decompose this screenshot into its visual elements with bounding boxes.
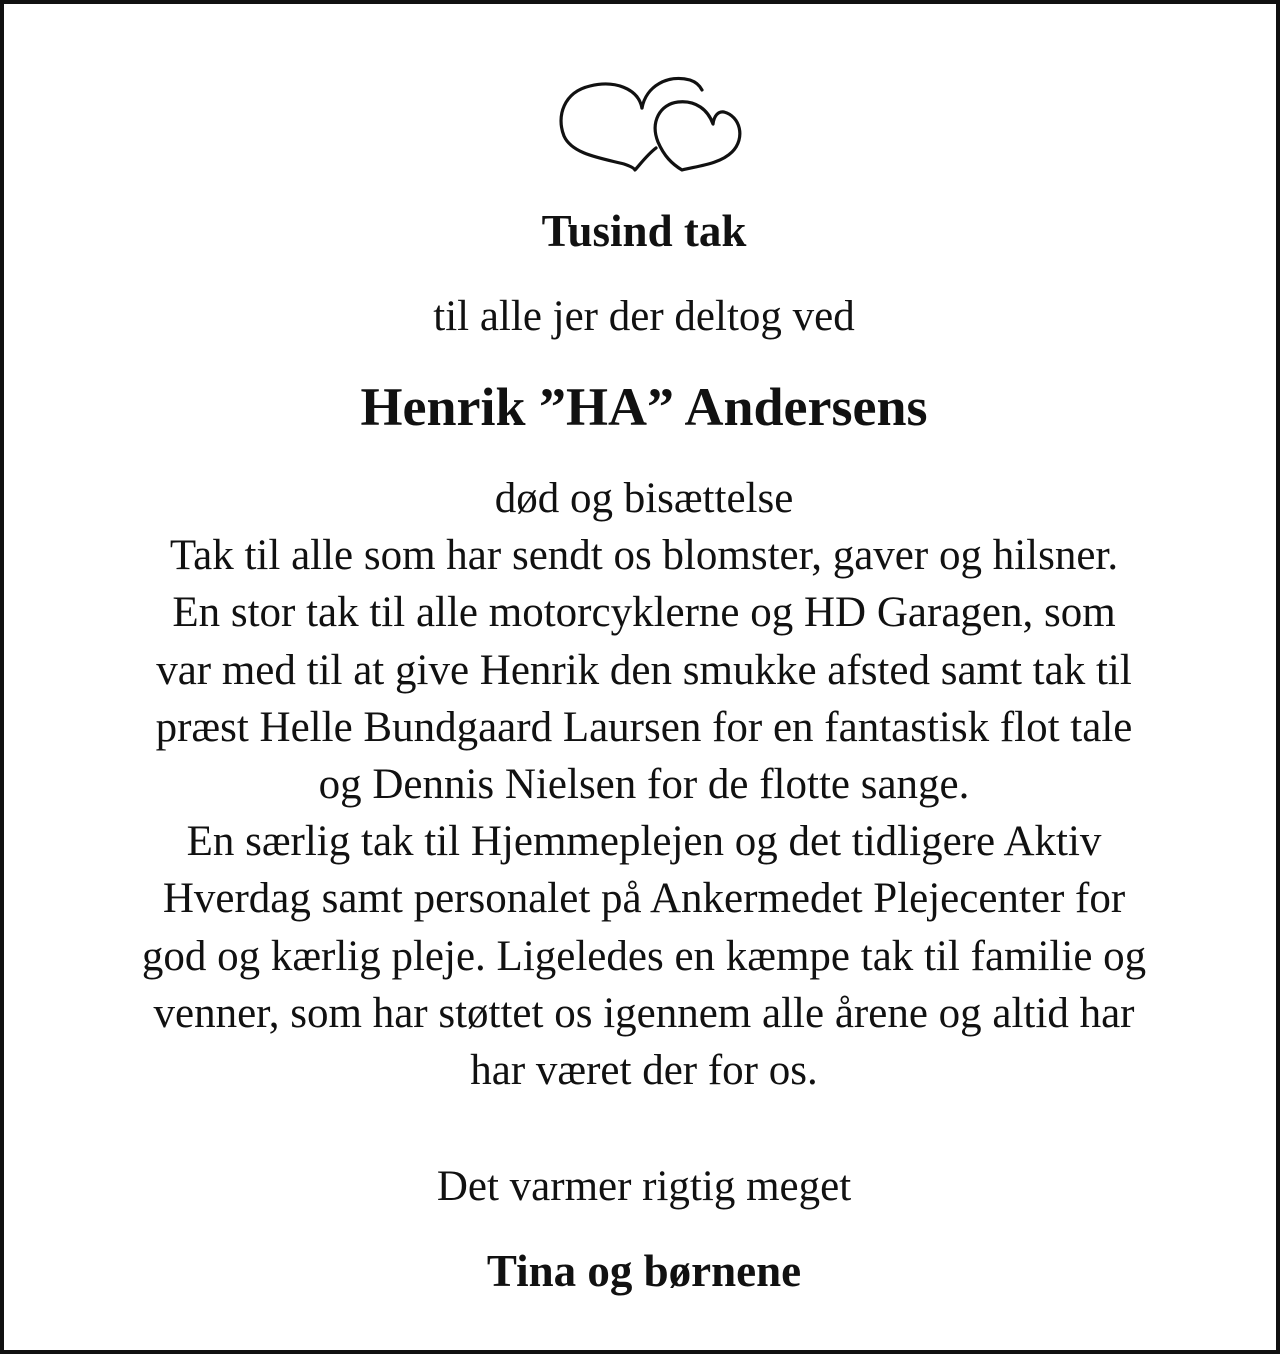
- closing-text: Det varmer rigtig meget: [436, 1163, 852, 1210]
- deceased-name: Henrik ”HA” Andersens: [360, 377, 928, 437]
- signature: Tina og børnene: [486, 1246, 802, 1296]
- body-line: venner, som har støttet os igennem alle årene og altid har: [153, 989, 1135, 1037]
- left-heart-icon: [561, 84, 656, 170]
- right-heart-icon: [655, 102, 740, 170]
- body-line: var med til at give Henrik den smukke afsted samt tak til: [156, 646, 1132, 694]
- body-line: død og bisættelse: [494, 475, 794, 522]
- notice-title: Tusind tak: [541, 206, 747, 256]
- body-line: En stor tak til alle motorcyklerne og HD Garagen, som: [172, 589, 1116, 637]
- notice-body: [4, 470, 1280, 1099]
- body-line: Tak til alle som har sendt os blomster, gaver og hilsner.: [169, 532, 1119, 580]
- body-line: og Dennis Nielsen for de flotte sange.: [318, 761, 970, 809]
- body-line: En særlig tak til Hjemmeplejen og det tidligere Aktiv: [186, 818, 1102, 866]
- intro-text: til alle jer der deltog ved: [433, 293, 855, 340]
- double-hearts-icon: [550, 66, 742, 174]
- body-line: præst Helle Bundgaard Laursen for en fantastisk flot tale: [155, 703, 1133, 751]
- body-line: Hverdag samt personalet på Ankermedet Plejecenter for: [162, 875, 1126, 923]
- body-line: har været der for os.: [470, 1047, 818, 1095]
- body-line: god og kærlig pleje. Ligeledes en kæmpe tak til familie og: [141, 932, 1147, 980]
